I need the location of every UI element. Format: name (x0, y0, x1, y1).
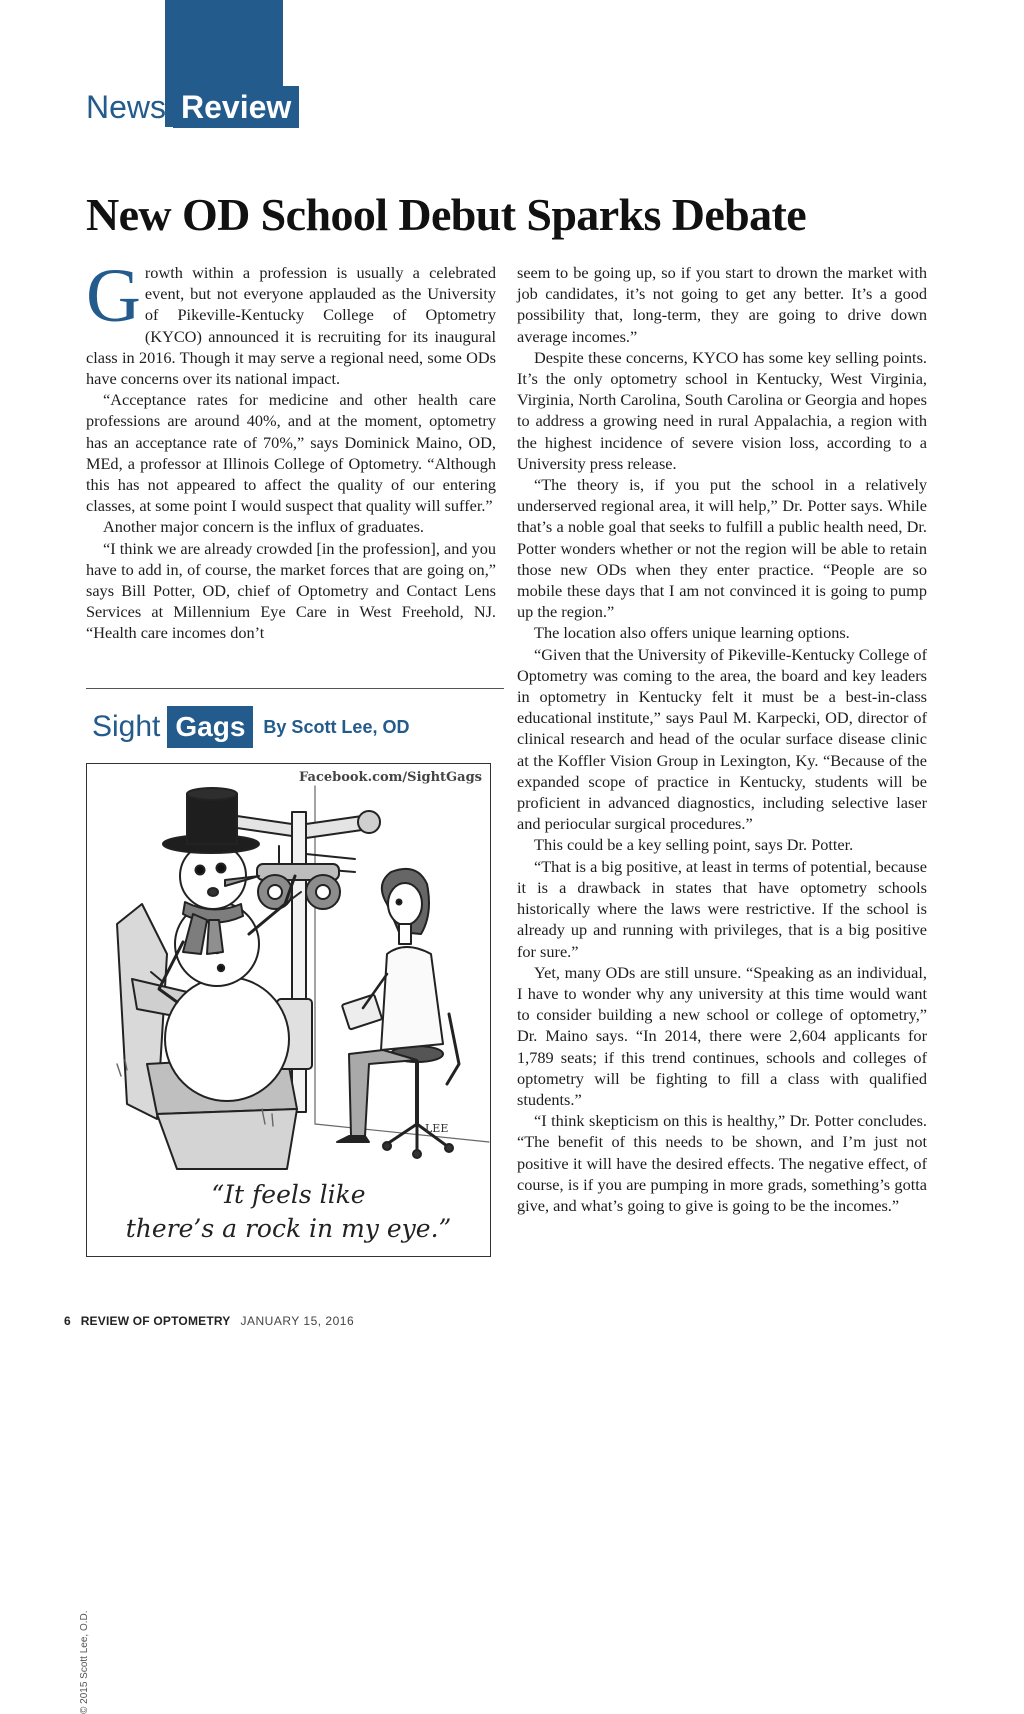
cartoon-facebook-credit: Facebook.com/SightGags (299, 770, 482, 785)
article-paragraph: “That is a big positive, at least in terms of potential, because it is a drawback in states that have optometry schools historically where the laws were restrictive. If the school is already up and running with privileges, that is a big positive for sure.” (517, 856, 927, 961)
article-paragraph: “Acceptance rates for medicine and other health care professions are around 40%, and at the moment, optometry has an acceptance rate of 70%,” says Dominick Maino, OD, MEd, a professor at Illinois College of Optometry. “Although this has not appeared to affect the quality of our entering classes, at some point I would suspect that quality will suffer.” (86, 390, 496, 516)
article-column-right (517, 262, 927, 1216)
sight-gags-header (92, 706, 409, 748)
article-paragraph: seem to be going up, so if you start to drown the market with job candidates, it’s not going to get any better. It’s a good possibility that, long-term, they are going to drive down average incomes.” (517, 263, 927, 346)
article-paragraph: Yet, many ODs are still unsure. “Speaking as an individual, I have to wonder why any university at this time would want to consider building a new school or college of optometry,” Dr. Maino says. “In 2014, there were 2,604 applicants for 1,789 seats; if this trend continues, schools and colleges of optometry will be fighting to fill a class with qualified students.” (517, 962, 927, 1109)
cartoon-copyright: © 2015 Scott Lee, O.D. (79, 1610, 90, 1714)
cartoonist-signature: LEE (425, 1122, 449, 1135)
cartoon-caption-line-2: there’s a rock in my eye.” (125, 1214, 452, 1243)
cartoon-caption-line-1: “It feels like (211, 1180, 366, 1209)
section-header (86, 86, 299, 128)
cartoon-caption (87, 1178, 490, 1246)
article-headline: New OD School Debut Sparks Debate (86, 189, 807, 240)
article-paragraph: “Given that the University of Pikeville-Kentucky College of Optometry was coming to the area, the board and key leaders in optometry in Kentucky felt it must be a best-in-class educational institute,” says Paul M. Karpecki, OD, director of clinical research and head of the ocular surface disease clinic at the Koffler Vision Group in Lexington, Ky. “Because of the expanded scope of practice in Kentucky, students will be proficient in advanced diagnostics, including selective laser and periocular surgical procedures.” (517, 644, 927, 834)
article-paragraph: “I think skepticism on this is healthy,” Dr. Potter concludes. “The benefit of this needs to be shown, and I’m just not positive it will have the desired effects. The negative effect, of course, is if you are pumping in more grads, something’s gotta give, and what’s going to give is going to be the incomes.” (517, 1111, 927, 1215)
article-paragraph: Another major concern is the influx of graduates. (103, 517, 424, 537)
page-number: 6 (64, 1314, 71, 1328)
section-news-label: News (86, 89, 167, 125)
article-paragraph: The location also offers unique learning options. (534, 623, 850, 643)
sight-gags-divider (86, 688, 504, 689)
article-paragraph: “The theory is, if you put the school in a relatively underserved regional area, it will help,” Dr. Potter says. While that’s a noble goal that seeks to fulfill a public health need, Dr. Potter wonders whether or not the region will be able to retain those new ODs when they enter practice. “People are so mobile these days that I am not convinced it is going to pump up the region.” (517, 475, 927, 622)
page-footer (64, 1314, 354, 1328)
issue-date: JANUARY 15, 2016 (240, 1314, 355, 1328)
sight-label: Sight (92, 710, 161, 743)
article-paragraph: This could be a key selling point, says Dr. Potter. (534, 835, 854, 855)
article-paragraph: Despite these concerns, KYCO has some key selling points. It’s the only optometry school in Kentucky, West Virginia, Virginia, North Carolina, South Carolina or Georgia and hopes to address a growing need in rural Appalachia, a region with the highest incidence of severe vision loss, according to a University press release. (517, 347, 927, 473)
gags-label: Gags (167, 706, 253, 748)
cartoon-byline: By Scott Lee, OD (263, 716, 410, 737)
article-paragraph: “I think we are already crowded [in the profession], and you have to add in, of course, the market forces that are going on,” says Bill Potter, OD, chief of Optometry and Contact Lens Services at Millennium Eye Care in West Freehold, NJ. “Health care incomes don’t (86, 538, 496, 643)
cartoon-illustration (87, 764, 489, 1174)
drop-cap: G (86, 254, 141, 338)
article-column-left (86, 254, 496, 644)
magazine-name: REVIEW OF OPTOMETRY (80, 1314, 231, 1328)
section-review-label: Review (173, 86, 299, 128)
article-paragraph: Growth within a profession is usually a celebrated event, but not everyone applauded as the University of Pikeville-Kentucky College of Optometry (KYCO) announced it is recruiting for its inaugural class in 2016. Though it may serve a regional need, some ODs have concerns over its national impact. (86, 254, 496, 389)
